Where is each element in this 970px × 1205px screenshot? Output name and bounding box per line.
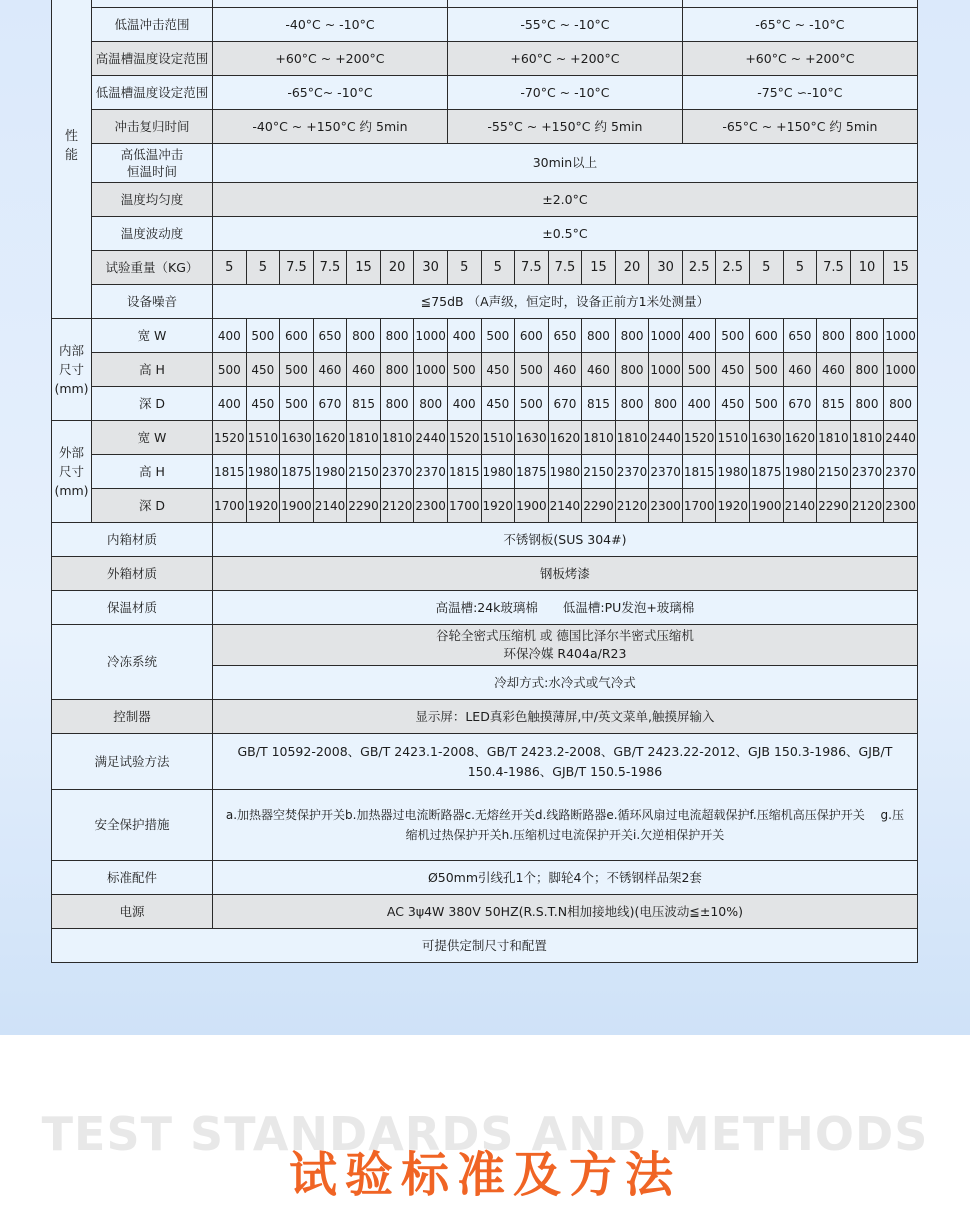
outer-d-cell: 2120: [380, 489, 414, 523]
weight-cell: 15: [884, 251, 918, 285]
table-cell: 不锈钢板(SUS 304#): [213, 523, 918, 557]
weight-cell: 7.5: [280, 251, 314, 285]
inner-h-cell: 450: [716, 353, 750, 387]
outer-h-cell: 1980: [481, 455, 515, 489]
outer-h-cell: 1875: [280, 455, 314, 489]
row-label: 低温槽温度设定范围: [92, 76, 213, 110]
row-label: 外箱材质: [52, 557, 213, 591]
outer-h-cell: 2150: [582, 455, 616, 489]
inner-d-cell: 400: [447, 387, 481, 421]
inner-w-cell: 1000: [884, 319, 918, 353]
inner-d-cell: 815: [347, 387, 381, 421]
inner-d-cell: 800: [615, 387, 649, 421]
table-cell: +60°C ~ +200°C: [213, 42, 448, 76]
outer-h-cell: 2370: [649, 455, 683, 489]
table-cell: 冷却方式:水冷式或气冷式: [213, 666, 918, 700]
outer-h-cell: 2370: [850, 455, 884, 489]
inner-h-cell: 460: [783, 353, 817, 387]
inner-w-cell: 800: [347, 319, 381, 353]
inner-d-cell: 450: [481, 387, 515, 421]
outer-h-cell: 2150: [347, 455, 381, 489]
section-heading-en: TEST STANDARDS AND METHODS: [41, 1107, 929, 1161]
inner-w-cell: 600: [515, 319, 549, 353]
row-label: 高温槽温度设定范围: [92, 42, 213, 76]
row-label: 标准配件: [52, 861, 213, 895]
outer-w-cell: 1630: [515, 421, 549, 455]
outer-h-cell: 2370: [414, 455, 448, 489]
inner-h-cell: 460: [548, 353, 582, 387]
inner-h-cell: 500: [447, 353, 481, 387]
refrigeration-line-2: 环保冷媒 R404a/R23: [503, 646, 627, 661]
table-row: [52, 929, 918, 963]
inner-d-cell: 400: [682, 387, 716, 421]
outer-w-cell: 1620: [313, 421, 347, 455]
inner-h-cell: 1000: [884, 353, 918, 387]
section-heading-cn: 试验标准及方法: [288, 1147, 681, 1203]
table-cell: -40°C ~ +150°C 约 5min: [213, 110, 448, 144]
outer-w-cell: 1810: [582, 421, 616, 455]
table-row-inner-w: [52, 319, 918, 353]
inner-d-cell: 800: [380, 387, 414, 421]
outer-h-cell: 1875: [750, 455, 784, 489]
weight-cell: 7.5: [548, 251, 582, 285]
inner-h-cell: 460: [347, 353, 381, 387]
inner-w-cell: 500: [246, 319, 280, 353]
inner-h-cell: 800: [380, 353, 414, 387]
row-label: 高低温冲击 恒温时间: [92, 144, 213, 183]
table-row: [52, 700, 918, 734]
inner-d-cell: 815: [582, 387, 616, 421]
inner-w-cell: 650: [783, 319, 817, 353]
outer-w-cell: 1620: [548, 421, 582, 455]
table-row: [52, 861, 918, 895]
outer-w-cell: 1630: [280, 421, 314, 455]
outer-d-cell: 2290: [582, 489, 616, 523]
row-label: 温度波动度: [92, 217, 213, 251]
outer-w-cell: 1810: [380, 421, 414, 455]
inner-d-cell: 800: [884, 387, 918, 421]
row-label: 深 D: [92, 387, 213, 421]
table-cell: -40°C ~ -10°C: [213, 8, 448, 42]
inner-d-cell: 450: [246, 387, 280, 421]
table-row: [52, 625, 918, 666]
inner-w-cell: 1000: [414, 319, 448, 353]
outer-w-cell: 1520: [682, 421, 716, 455]
custom-note: 可提供定制尺寸和配置: [52, 929, 918, 963]
inner-h-cell: 460: [817, 353, 851, 387]
inner-h-cell: 460: [582, 353, 616, 387]
refrigeration-line-1: 谷轮全密式压缩机 或 德国比泽尔半密式压缩机: [435, 628, 694, 643]
inner-h-cell: 450: [481, 353, 515, 387]
category-inner-size: 内部 尺寸 (mm): [52, 319, 92, 421]
outer-w-cell: 1810: [347, 421, 381, 455]
outer-h-cell: 1815: [682, 455, 716, 489]
outer-w-cell: 2440: [414, 421, 448, 455]
inner-h-cell: 800: [850, 353, 884, 387]
outer-h-cell: 1980: [548, 455, 582, 489]
category-performance: 性 能: [52, 0, 92, 319]
table-row-outer-w: [52, 421, 918, 455]
row-label: 深 D: [92, 489, 213, 523]
outer-h-cell: 1980: [716, 455, 750, 489]
outer-w-cell: 1620: [783, 421, 817, 455]
weight-cell: 5: [447, 251, 481, 285]
inner-d-cell: 670: [783, 387, 817, 421]
row-label: 温度均匀度: [92, 183, 213, 217]
inner-d-cell: 400: [213, 387, 247, 421]
table-cell: -65°C ~ +150°C 约 5min: [682, 110, 917, 144]
outer-d-cell: 1700: [213, 489, 247, 523]
row-label: 冲击复归时间: [92, 110, 213, 144]
inner-d-cell: 670: [548, 387, 582, 421]
weight-cell: 15: [582, 251, 616, 285]
table-cell: -55°C ~ -10°C: [447, 8, 682, 42]
outer-d-cell: 2120: [850, 489, 884, 523]
weight-cell: 5: [213, 251, 247, 285]
weight-cell: 7.5: [817, 251, 851, 285]
inner-h-cell: 500: [280, 353, 314, 387]
inner-w-cell: 500: [716, 319, 750, 353]
outer-w-cell: 1630: [750, 421, 784, 455]
inner-h-cell: 800: [615, 353, 649, 387]
table-cell: -55°C ~ +150°C 约 5min: [447, 110, 682, 144]
table-row: [52, 42, 918, 76]
inner-w-cell: 500: [481, 319, 515, 353]
inner-d-cell: 800: [414, 387, 448, 421]
row-label: 冷冻系统: [52, 625, 213, 700]
weight-cell: 20: [380, 251, 414, 285]
outer-h-cell: 1815: [213, 455, 247, 489]
outer-w-cell: 2440: [649, 421, 683, 455]
table-cell: +60°C ~ +200°C: [682, 42, 917, 76]
outer-d-cell: 1900: [750, 489, 784, 523]
inner-w-cell: 600: [750, 319, 784, 353]
weight-cell: 10: [850, 251, 884, 285]
table-row: [52, 8, 918, 42]
table-row-outer-h: [52, 455, 918, 489]
table-row: [52, 790, 918, 861]
table-cell: [213, 625, 918, 666]
inner-d-cell: 800: [850, 387, 884, 421]
inner-h-cell: 500: [682, 353, 716, 387]
table-cell: GB/T 10592-2008、GB/T 2423.1-2008、GB/T 2423.2-2008、GB/T 2423.22-2012、GJB 150.3-1986、GJB/T 150.4-1986、GJB/T 150.5-1986: [213, 734, 918, 790]
inner-h-cell: 500: [515, 353, 549, 387]
table-row: [52, 523, 918, 557]
table-row: [52, 183, 918, 217]
weight-cell: 15: [347, 251, 381, 285]
weight-cell: 7.5: [515, 251, 549, 285]
row-label: 安全保护措施: [52, 790, 213, 861]
table-cell: -75°C ∽-10°C: [682, 76, 917, 110]
table-row: [52, 144, 918, 183]
table-row: [52, 110, 918, 144]
outer-d-cell: 2120: [615, 489, 649, 523]
weight-cell: 2.5: [682, 251, 716, 285]
outer-d-cell: 2300: [414, 489, 448, 523]
inner-w-cell: 650: [548, 319, 582, 353]
outer-h-cell: 1875: [515, 455, 549, 489]
inner-h-cell: 1000: [649, 353, 683, 387]
table-row: [52, 285, 918, 319]
weight-cell: 5: [246, 251, 280, 285]
row-label: 高 H: [92, 353, 213, 387]
weight-cell: 2.5: [716, 251, 750, 285]
table-row: [52, 217, 918, 251]
inner-w-cell: 400: [447, 319, 481, 353]
inner-w-cell: 800: [817, 319, 851, 353]
inner-h-cell: 1000: [414, 353, 448, 387]
outer-h-cell: 2370: [380, 455, 414, 489]
inner-d-cell: 500: [280, 387, 314, 421]
inner-d-cell: 450: [716, 387, 750, 421]
row-label: 试验重量（KG）: [92, 251, 213, 285]
table-cell: 30min以上: [213, 144, 918, 183]
table-cell: ±2.0°C: [213, 183, 918, 217]
row-label: 设备噪音: [92, 285, 213, 319]
table-cell: a.加热器空焚保护开关b.加热器过电流断路器c.无熔丝开关d.线路断路器e.循环风扇过电流超载保护f.压缩机高压保护开关 g.压缩机过热保护开关h.压缩机过电流保护开关i.欠逆相保护开关: [213, 790, 918, 861]
table-row-outer-d: [52, 489, 918, 523]
outer-d-cell: 1920: [716, 489, 750, 523]
row-label: 电源: [52, 895, 213, 929]
table-cell: ≦75dB （A声级，恒定时，设备正前方1米处测量）: [213, 285, 918, 319]
row-label: 高 H: [92, 455, 213, 489]
row-label: 控制器: [52, 700, 213, 734]
outer-w-cell: 1520: [447, 421, 481, 455]
table-row: [52, 895, 918, 929]
table-row: [52, 734, 918, 790]
outer-w-cell: 1810: [615, 421, 649, 455]
weight-cell: 5: [750, 251, 784, 285]
inner-w-cell: 400: [213, 319, 247, 353]
row-label: 宽 W: [92, 421, 213, 455]
inner-h-cell: 460: [313, 353, 347, 387]
inner-w-cell: 1000: [649, 319, 683, 353]
inner-h-cell: 500: [213, 353, 247, 387]
outer-d-cell: 2140: [313, 489, 347, 523]
table-row: [52, 591, 918, 625]
table-cell: 钢板烤漆: [213, 557, 918, 591]
table-cell: AC 3ψ4W 380V 50HZ(R.S.T.N相加接地线)(电压波动≦±10%): [213, 895, 918, 929]
row-label: 宽 W: [92, 319, 213, 353]
row-label: 满足试验方法: [52, 734, 213, 790]
table-cell: 高温槽:24k玻璃棉 低温槽:PU发泡+玻璃棉: [213, 591, 918, 625]
table-cell: +60°C ~ +200°C: [447, 42, 682, 76]
inner-h-cell: 500: [750, 353, 784, 387]
table-cell: -70°C ~ -10°C: [447, 76, 682, 110]
inner-d-cell: 815: [817, 387, 851, 421]
outer-h-cell: 1980: [783, 455, 817, 489]
row-label: 低温冲击范围: [92, 8, 213, 42]
weight-cell: 30: [414, 251, 448, 285]
inner-w-cell: 800: [615, 319, 649, 353]
weight-cell: 5: [783, 251, 817, 285]
outer-d-cell: 1900: [515, 489, 549, 523]
outer-w-cell: 1810: [850, 421, 884, 455]
outer-d-cell: 2140: [548, 489, 582, 523]
outer-w-cell: 1510: [246, 421, 280, 455]
table-row: [52, 557, 918, 591]
outer-h-cell: 2370: [884, 455, 918, 489]
table-row-weight: [52, 251, 918, 285]
outer-d-cell: 1700: [447, 489, 481, 523]
outer-d-cell: 2290: [817, 489, 851, 523]
outer-w-cell: 1510: [481, 421, 515, 455]
inner-w-cell: 600: [280, 319, 314, 353]
table-cell: Ø50mm引线孔1个；脚轮4个；不锈钢样品架2套: [213, 861, 918, 895]
table-row-inner-d: [52, 387, 918, 421]
inner-d-cell: 670: [313, 387, 347, 421]
inner-w-cell: 800: [380, 319, 414, 353]
weight-cell: 5: [481, 251, 515, 285]
table-cell: 显示屏：LED真彩色触摸薄屏,中/英文菜单,触摸屏输入: [213, 700, 918, 734]
outer-d-cell: 2290: [347, 489, 381, 523]
outer-h-cell: 1980: [313, 455, 347, 489]
table-row-cutoff: [52, 0, 918, 8]
inner-d-cell: 500: [750, 387, 784, 421]
row-label: 保温材质: [52, 591, 213, 625]
inner-h-cell: 450: [246, 353, 280, 387]
outer-d-cell: 1920: [481, 489, 515, 523]
outer-w-cell: 1520: [213, 421, 247, 455]
weight-cell: 30: [649, 251, 683, 285]
outer-d-cell: 1920: [246, 489, 280, 523]
weight-cell: 20: [615, 251, 649, 285]
table-row-inner-h: [52, 353, 918, 387]
outer-d-cell: 2140: [783, 489, 817, 523]
inner-w-cell: 800: [850, 319, 884, 353]
outer-w-cell: 2440: [884, 421, 918, 455]
row-label: 内箱材质: [52, 523, 213, 557]
table-cell: ±0.5°C: [213, 217, 918, 251]
table-cell: -65°C~ -10°C: [213, 76, 448, 110]
outer-h-cell: 2150: [817, 455, 851, 489]
inner-d-cell: 800: [649, 387, 683, 421]
category-outer-size: 外部 尺寸 (mm): [52, 421, 92, 523]
outer-w-cell: 1510: [716, 421, 750, 455]
outer-h-cell: 1815: [447, 455, 481, 489]
outer-h-cell: 1980: [246, 455, 280, 489]
outer-h-cell: 2370: [615, 455, 649, 489]
outer-d-cell: 1900: [280, 489, 314, 523]
spec-table: [51, 0, 918, 963]
inner-w-cell: 400: [682, 319, 716, 353]
outer-d-cell: 2300: [649, 489, 683, 523]
table-cell: -65°C ~ -10°C: [682, 8, 917, 42]
outer-w-cell: 1810: [817, 421, 851, 455]
inner-w-cell: 800: [582, 319, 616, 353]
inner-w-cell: 650: [313, 319, 347, 353]
inner-d-cell: 500: [515, 387, 549, 421]
outer-d-cell: 2300: [884, 489, 918, 523]
weight-cell: 7.5: [313, 251, 347, 285]
table-row: [52, 76, 918, 110]
outer-d-cell: 1700: [682, 489, 716, 523]
